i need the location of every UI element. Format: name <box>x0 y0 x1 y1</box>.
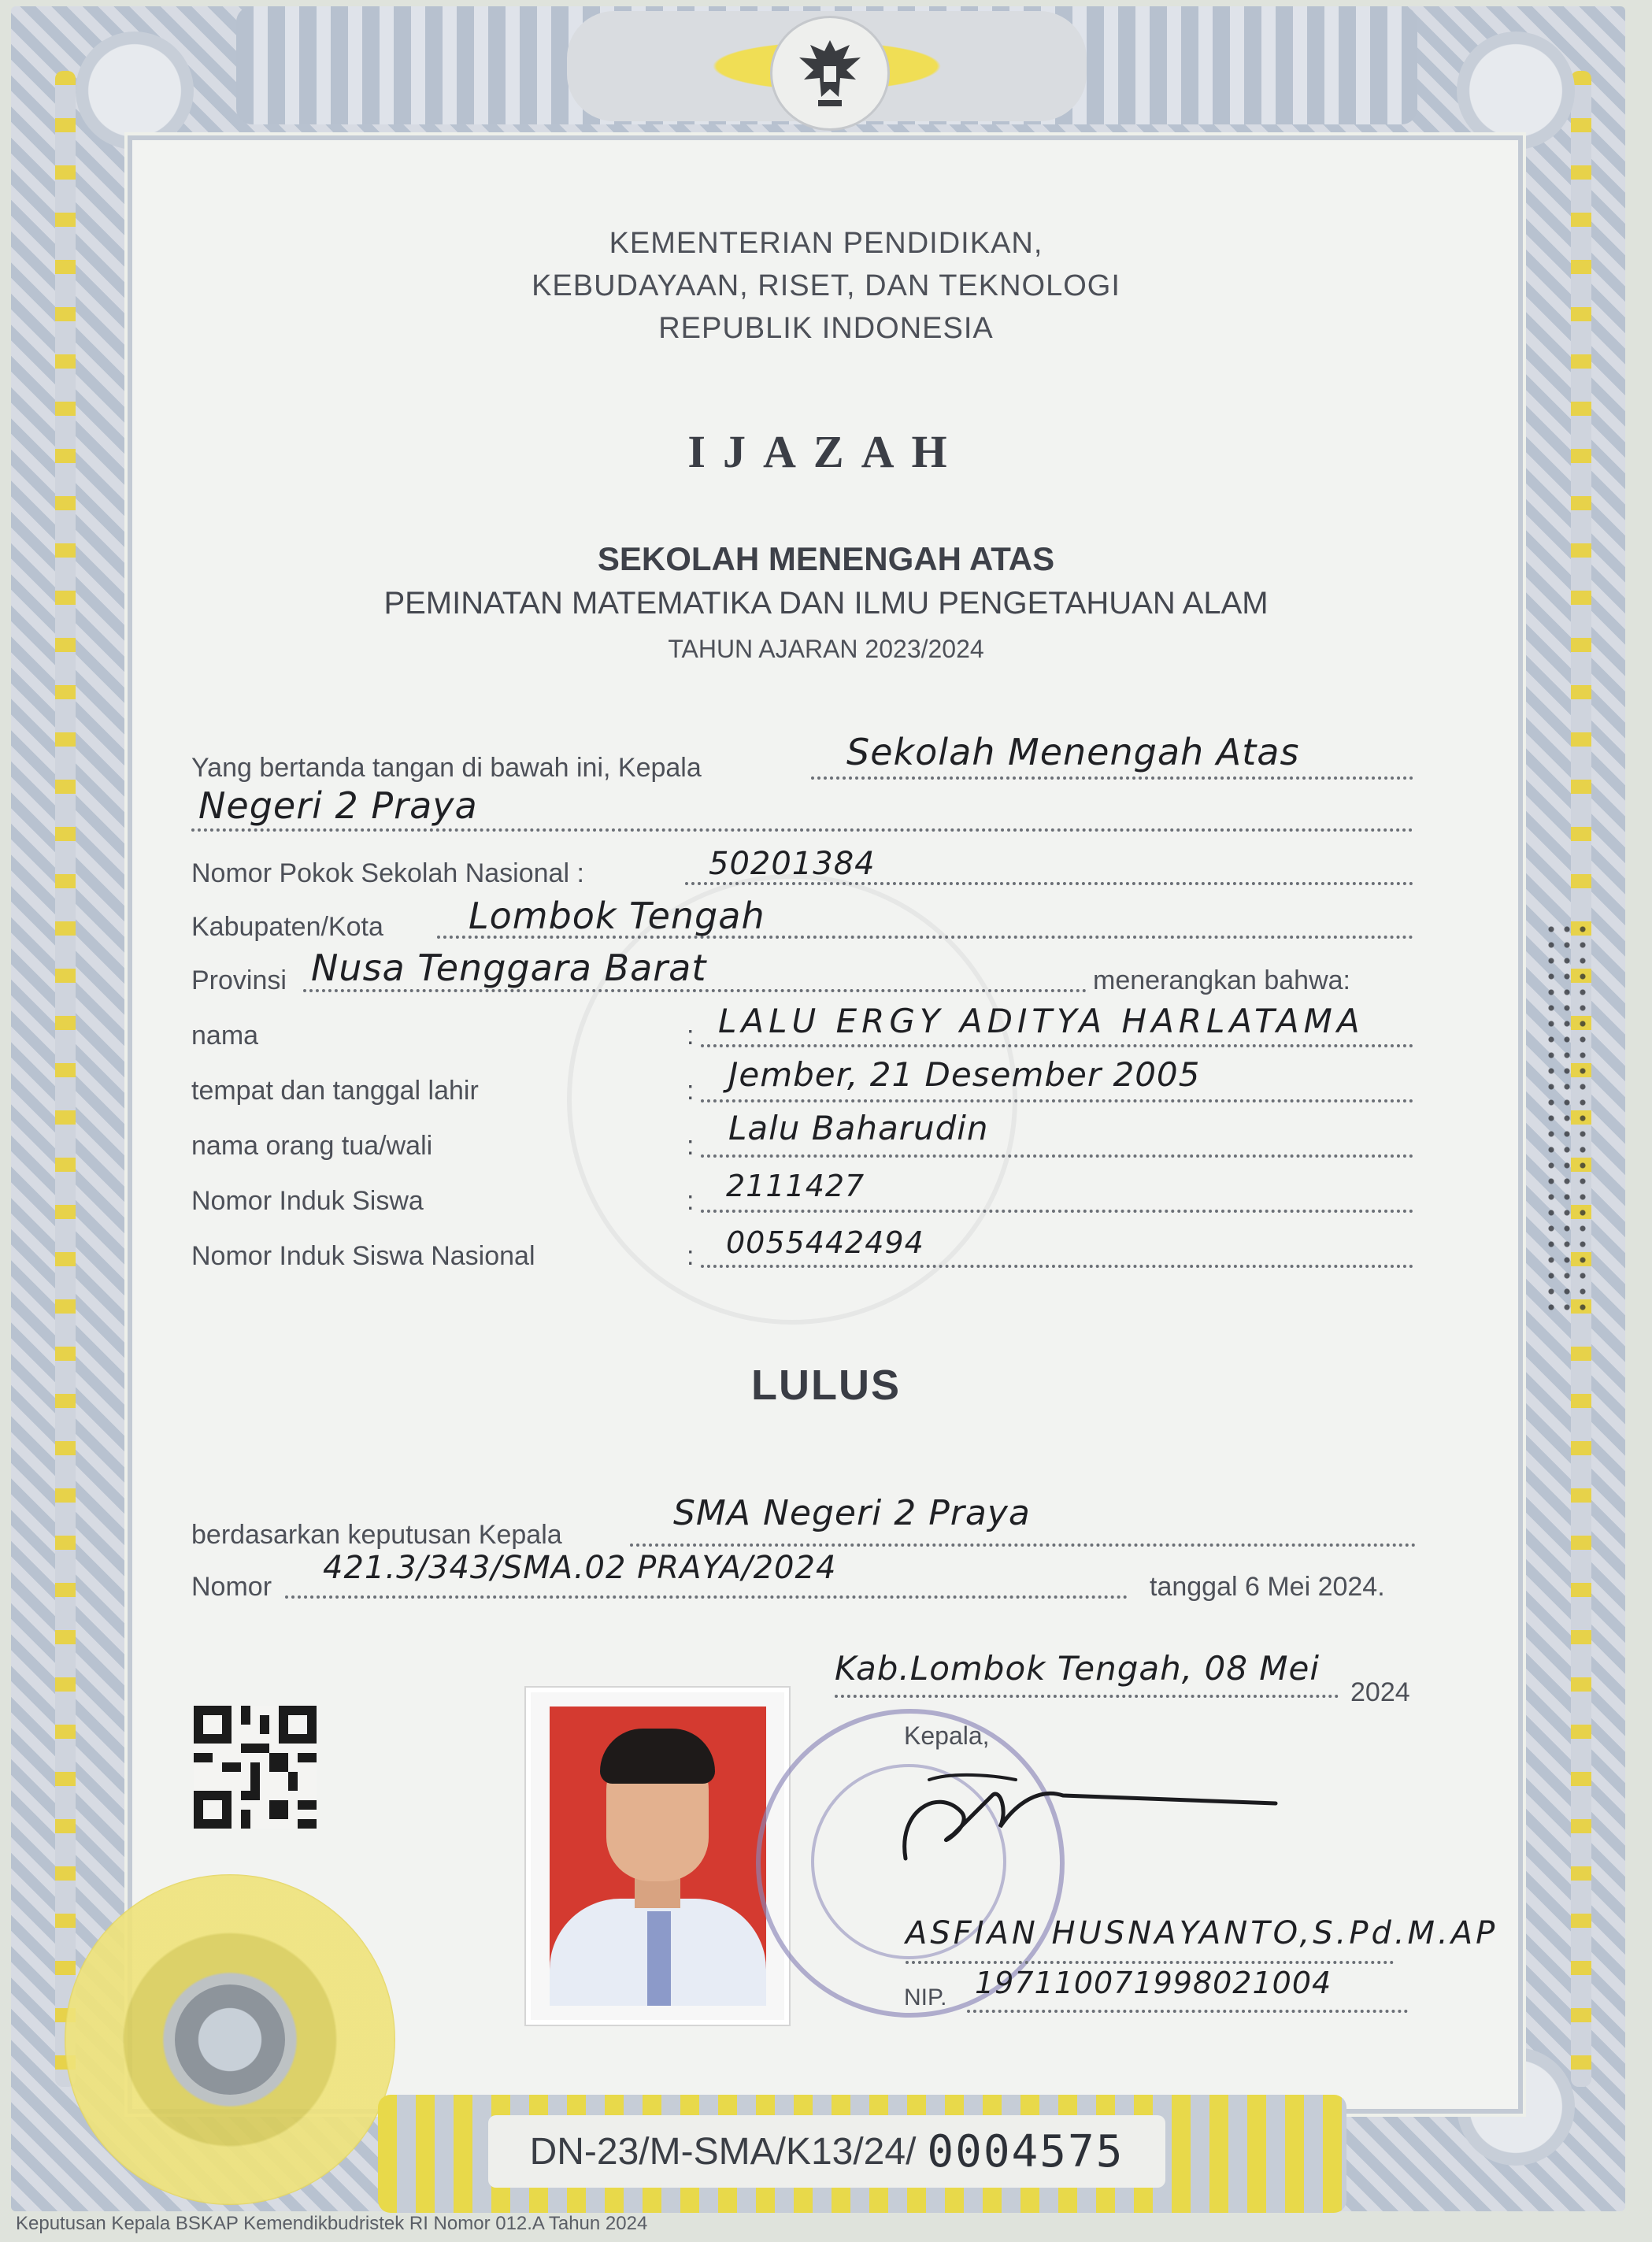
ortu-value: Lalu Baharudin <box>728 1109 989 1147</box>
colon: : <box>687 1241 695 1271</box>
dotted-line <box>701 1210 1413 1213</box>
photo-tie <box>647 1911 671 2006</box>
school-name-line-1: Sekolah Menengah Atas <box>846 731 1300 773</box>
ministry-line-2: KEBUDAYAAN, RISET, DAN TEKNOLOGI <box>532 269 1120 302</box>
dotted-line <box>630 1543 1416 1547</box>
photo-hair <box>600 1729 715 1784</box>
nis-value: 2111427 <box>726 1169 865 1203</box>
nis-label: Nomor Induk Siswa <box>191 1186 424 1216</box>
signature-year: 2024 <box>1350 1677 1410 1707</box>
dotted-line <box>906 1961 1394 1964</box>
serial-number: 0004575 <box>927 2125 1124 2177</box>
nomor-label: Nomor <box>191 1572 272 1602</box>
decision-label: berdasarkan keputusan Kepala <box>191 1520 562 1550</box>
ministry-heading <box>0 222 1652 350</box>
kabupaten-value: Lombok Tengah <box>469 895 765 937</box>
dotted-line <box>303 989 1087 992</box>
student-photo <box>526 1688 789 2025</box>
nip-value: 197110071998021004 <box>975 1966 1332 2000</box>
dotted-line <box>701 1154 1413 1158</box>
corner-ornament-top-right <box>1457 31 1575 150</box>
dotted-line <box>191 828 1413 832</box>
npsn-value: 50201384 <box>709 846 876 882</box>
colon: : <box>687 1021 695 1051</box>
signature-icon <box>882 1764 1307 1882</box>
program-name: PEMINATAN MATEMATIKA DAN ILMU PENGETAHUAN ALAM <box>383 586 1269 621</box>
nisn-value: 0055442494 <box>726 1225 924 1260</box>
nip-label: NIP. <box>904 1984 947 2010</box>
dotted-line <box>285 1595 1128 1599</box>
ortu-label: nama orang tua/wali <box>191 1131 433 1161</box>
hologram-core <box>175 1984 285 2095</box>
ttl-label: tempat dan tanggal lahir <box>191 1076 479 1106</box>
nama-value: LALU ERGY ADITYA HARLATAMA <box>718 1002 1365 1040</box>
perforation-dots <box>1543 921 1591 1315</box>
menerangkan-label: menerangkan bahwa: <box>1093 965 1351 995</box>
npsn-label: Nomor Pokok Sekolah Nasional : <box>191 858 584 888</box>
graduation-result: LULUS <box>751 1362 901 1409</box>
document-title: IJAZAH <box>687 426 965 477</box>
dotted-line <box>835 1695 1339 1698</box>
nama-label: nama <box>191 1021 259 1051</box>
school-name-line-2: Negeri 2 Praya <box>198 784 478 827</box>
ministry-line-1: KEMENTERIAN PENDIDIKAN, <box>609 227 1043 260</box>
garuda-emblem-icon <box>770 16 890 131</box>
dotted-line <box>701 1099 1413 1102</box>
dotted-line <box>685 882 1413 885</box>
left-gold-border <box>55 71 76 2087</box>
qr-code-icon <box>194 1706 317 1829</box>
position-label: Kepala, <box>904 1721 990 1750</box>
dotted-line <box>701 1044 1413 1047</box>
ministry-line-3: REPUBLIK INDONESIA <box>658 312 994 345</box>
ttl-value: Jember, 21 Desember 2005 <box>728 1055 1201 1094</box>
school-type: SEKOLAH MENENGAH ATAS <box>597 540 1055 577</box>
dotted-line <box>967 2010 1408 2013</box>
decision-value: SMA Negeri 2 Praya <box>673 1493 1031 1533</box>
signer-name: ASFIAN HUSNAYANTO,S.Pd.M.AP <box>906 1915 1498 1951</box>
academic-year: TAHUN AJARAN 2023/2024 <box>668 635 984 663</box>
provinsi-value: Nusa Tenggara Barat <box>311 947 707 989</box>
colon: : <box>687 1131 695 1161</box>
colon: : <box>687 1186 695 1216</box>
dotted-line <box>811 776 1413 780</box>
tanggal-text: tanggal 6 Mei 2024. <box>1150 1572 1385 1602</box>
place-date: Kab.Lombok Tengah, 08 Mei <box>835 1649 1320 1688</box>
corner-ornament-top-left <box>76 31 194 150</box>
provinsi-label: Provinsi <box>191 965 287 995</box>
intro-label: Yang bertanda tangan di bawah ini, Kepala <box>191 753 702 783</box>
nisn-label: Nomor Induk Siswa Nasional <box>191 1241 535 1271</box>
serial-number-box <box>488 2115 1165 2188</box>
footnote: Keputusan Kepala BSKAP Kemendikbudristek RI Nomor 012.A Tahun 2024 <box>16 2213 648 2234</box>
kabupaten-label: Kabupaten/Kota <box>191 912 383 942</box>
colon: : <box>687 1076 695 1106</box>
dotted-line <box>701 1265 1413 1268</box>
nomor-value: 421.3/343/SMA.02 PRAYA/2024 <box>323 1550 837 1586</box>
serial-prefix: DN-23/M-SMA/K13/24/ <box>529 2130 917 2173</box>
